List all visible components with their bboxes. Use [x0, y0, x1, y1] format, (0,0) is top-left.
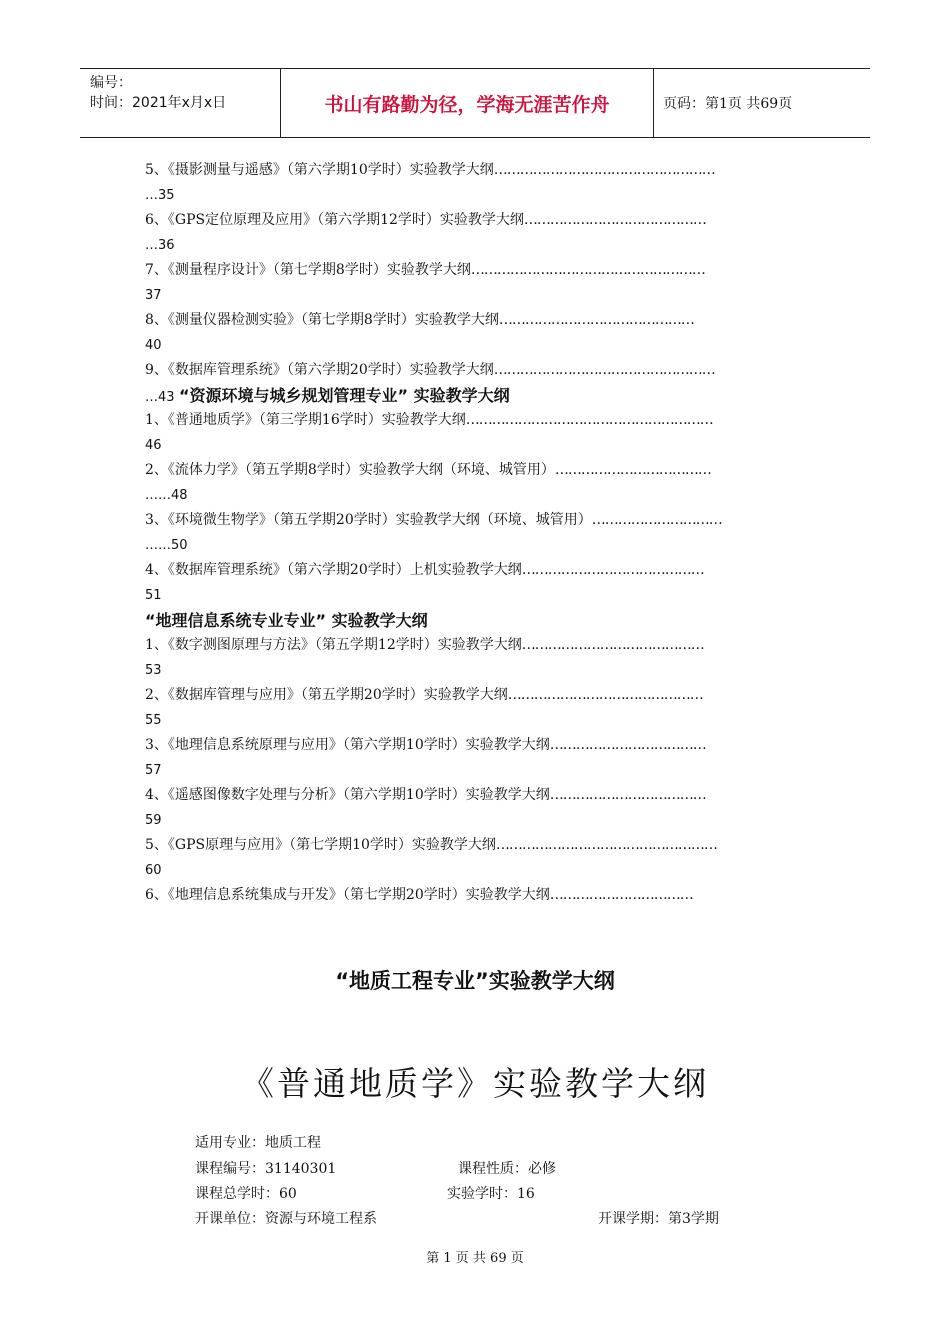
- motto: 书山有路勤为径，学海无涯苦作舟: [281, 69, 654, 137]
- info-code: 课程编号：31140301: [195, 1161, 337, 1177]
- toc-page-number: ……50: [145, 538, 188, 553]
- info-nature: 课程性质：必修: [458, 1161, 556, 1177]
- toc-section-title: “地理信息系统专业专业” 实验教学大纲: [145, 611, 428, 630]
- course-title: 《普通地质学》实验教学大纲: [241, 1064, 709, 1103]
- toc-page-number: 37: [145, 288, 162, 303]
- info-total-hours: 课程总学时：60: [195, 1186, 297, 1202]
- toc-page-number: 55: [145, 713, 162, 728]
- toc-page-number: 51: [145, 588, 162, 603]
- toc-page-number: 59: [145, 813, 162, 828]
- toc-item[interactable]: 3、《地理信息系统原理与应用》（第六学期10学时）实验教学大纲………………………………: [145, 737, 706, 753]
- page-info: 页码：第1页 共69页: [663, 96, 793, 112]
- toc-page-number: 53: [145, 663, 162, 678]
- toc-item[interactable]: 7、《测量程序设计》（第七学期8学时）实验教学大纲………………………………………………: [145, 262, 705, 278]
- header-left-cell: [80, 69, 281, 137]
- toc-item[interactable]: 6、《GPS定位原理及应用》（第六学期12学时）实验教学大纲……………………………………: [145, 212, 706, 228]
- toc-item[interactable]: 3、《环境微生物学》（第五学期20学时）实验教学大纲（环境、城管用）…………………………: [145, 512, 722, 528]
- toc-item[interactable]: 8、《测量仪器检测实验》（第七学期8学时）实验教学大纲………………………………………: [145, 312, 694, 328]
- toc-item[interactable]: 9、《数据库管理系统》（第六学期20学时）实验教学大纲……………………………………………: [145, 362, 715, 378]
- toc-page-number: 60: [145, 863, 162, 878]
- toc-page-number: 46: [145, 438, 162, 453]
- info-major: 适用专业：地质工程: [195, 1135, 321, 1151]
- toc-page-number: 57: [145, 763, 162, 778]
- toc-item[interactable]: 4、《遥感图像数字处理与分析》（第六学期10学时）实验教学大纲………………………………: [145, 787, 706, 803]
- info-lab-hours: 实验学时：16: [447, 1186, 535, 1202]
- toc-page-number: …36: [145, 238, 175, 253]
- major-title: “地质工程专业”实验教学大纲: [335, 969, 615, 993]
- number-label: 编号：: [90, 75, 132, 91]
- toc-item[interactable]: 6、《地理信息系统集成与开发》（第七学期20学时）实验教学大纲……………………………: [145, 887, 693, 903]
- toc-item[interactable]: 5、《摄影测量与遥感》（第六学期10学时）实验教学大纲……………………………………………: [145, 162, 715, 178]
- toc-item[interactable]: 4、《数据库管理系统》（第六学期20学时）上机实验教学大纲……………………………………: [145, 562, 704, 578]
- info-term: 开课学期：第3学期: [598, 1211, 719, 1227]
- toc-page-number: …43: [145, 390, 175, 405]
- toc-item[interactable]: 5、《GPS原理与应用》（第七学期10学时）实验教学大纲……………………………………………: [145, 837, 717, 853]
- toc-page-number: 40: [145, 338, 162, 353]
- page-footer: 第 1 页 共 69 页: [426, 1251, 524, 1266]
- toc-page-number: …35: [145, 188, 175, 203]
- toc-item[interactable]: 1、《普通地质学》（第三学期16学时）实验教学大纲…………………………………………………: [145, 412, 713, 428]
- toc-item[interactable]: 1、《数字测图原理与方法》（第五学期12学时）实验教学大纲……………………………………: [145, 637, 704, 653]
- table-of-contents: [145, 158, 810, 908]
- toc-item[interactable]: 2、《流体力学》（第五学期8学时）实验教学大纲（环境、城管用）………………………………: [145, 462, 711, 478]
- document-header: [80, 68, 870, 138]
- info-dept: 开课单位：资源与环境工程系: [195, 1211, 377, 1227]
- date-label: 时间：2021年x月x日: [90, 95, 227, 111]
- toc-page-number: ……48: [145, 488, 188, 503]
- toc-section-title: “资源环境与城乡规划管理专业” 实验教学大纲: [179, 386, 510, 405]
- toc-item[interactable]: 2、《数据库管理与应用》（第五学期20学时）实验教学大纲………………………………………: [145, 687, 703, 703]
